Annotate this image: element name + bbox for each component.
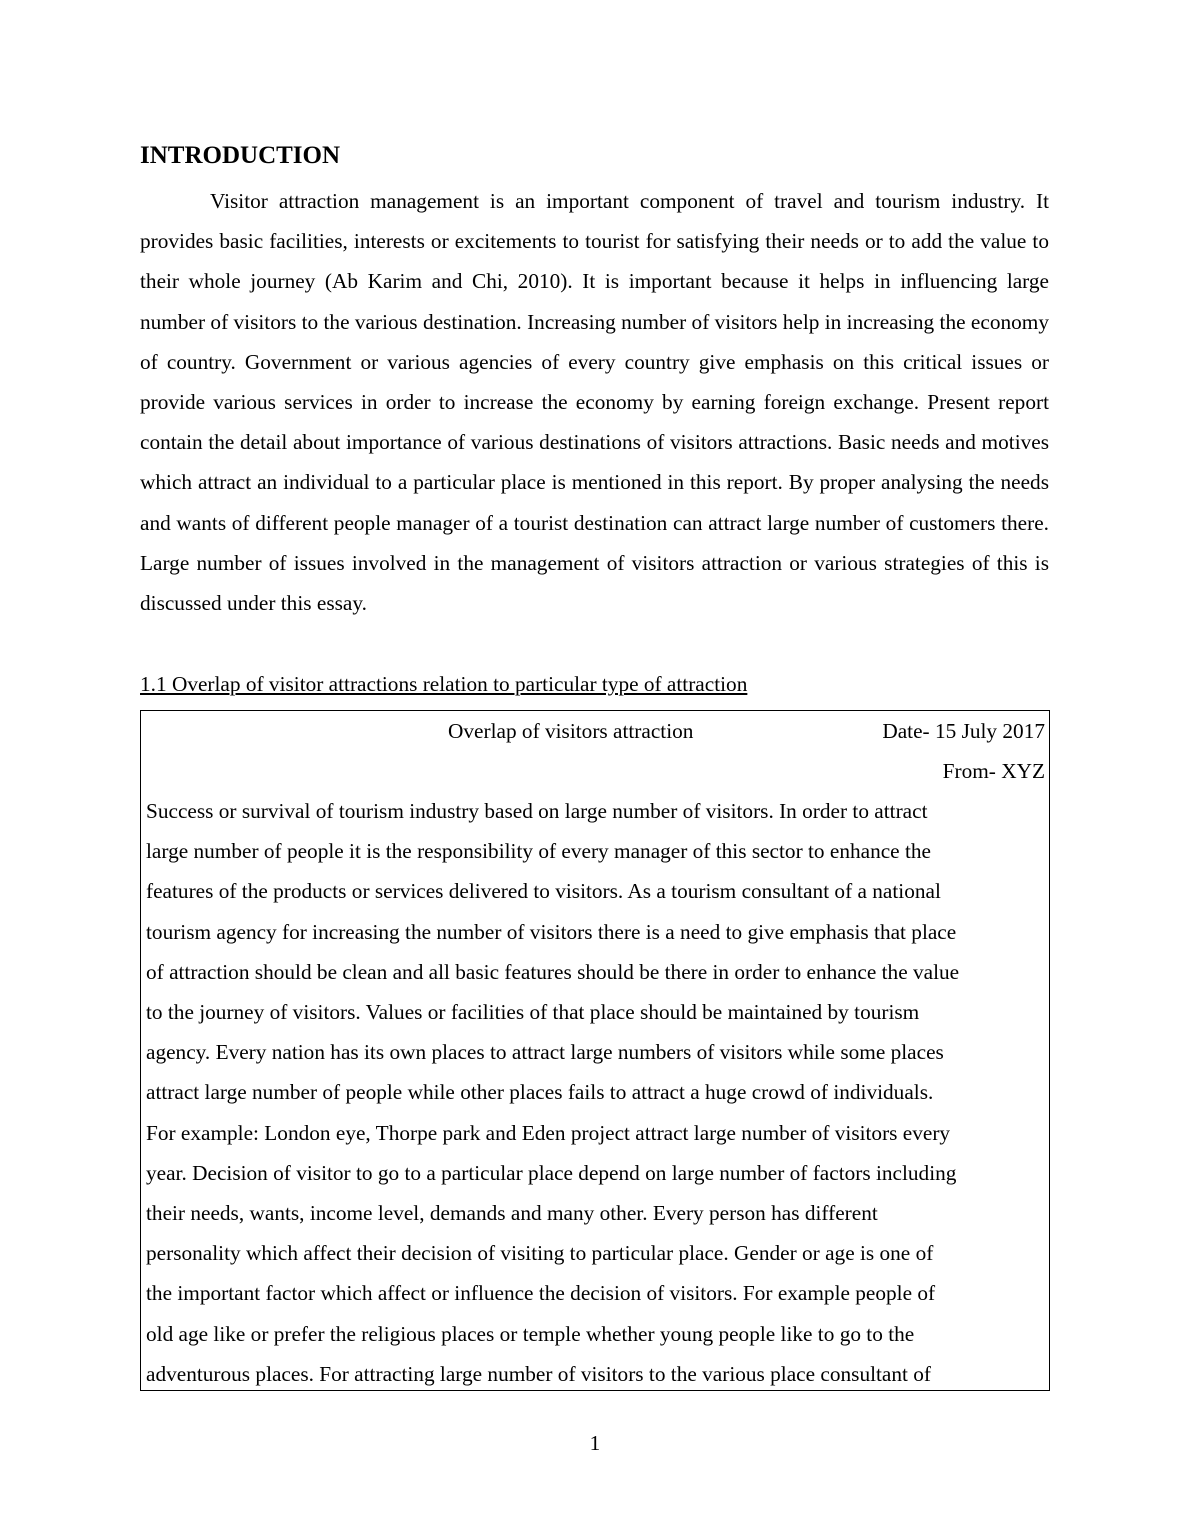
page-number: 1 [589,1431,601,1455]
memo-line: Success or survival of tourism industry based on large number of visitors. In order to attract [146,799,928,823]
memo-line: of attraction should be clean and all basic features should be there in order to enhance the value [146,959,960,984]
memo-date: Date- 15 July 2017 [882,719,1045,743]
memo-line: large number of people it is the responsibility of every manager of this sector to enhance the [146,839,931,864]
memo-title: Overlap of visitors attraction [448,719,694,743]
memo-line: to the journey of visitors. Values or facilities of that place should be maintained by tourism [146,1000,920,1025]
memo-box [140,710,1050,1391]
section-heading-introduction: INTRODUCTION [140,142,341,169]
memo-line: old age like or prefer the religious places or temple whether young people like to go to the [146,1321,915,1346]
memo-line: attract large number of people while other places fails to attract a huge crowd of individuals. [146,1080,934,1105]
memo-line: personality which affect their decision of visiting to particular place. Gender or age is one of [146,1241,934,1266]
memo-body [146,791,1044,1391]
intro-paragraph: Visitor attraction management is an important component of travel and tourism industry. It provides basic facilities, interests or excitements to tourist for satisfying their needs or to add the value to their whole journey (Ab Karim and Chi, 2010). It is important because it helps in influencing large number of visitors to the various destination. Increasing number of visitors help in increasing the economy of country. Government or various agencies of every country give emphasis on this critical issues or provide various services in order to increase the economy by earning foreign exchange. Present report contain the detail about importance of various destinations of visitors attractions. Basic needs and motives which attract an individual to a particular place is mentioned in this report. By proper analysing the needs and wants of different people manager of a tourist destination can attract large number of customers there. Large number of issues involved in the management of visitors attraction or various strategies of this is discussed under this essay. [140,189,1049,616]
memo-line: year. Decision of visitor to go to a particular place depend on large number of factors including [146,1160,957,1185]
memo-line: their needs, wants, income level, demands and many other. Every person has different [146,1201,878,1226]
memo-line: adventurous places. For attracting large number of visitors to the various place consultant of [146,1361,932,1386]
memo-line: tourism agency for increasing the number of visitors there is a need to give emphasis that place [146,919,957,944]
memo-line: For example: London eye, Thorpe park and Eden project attract large number of visitors every [146,1120,951,1145]
subheading-overlap: 1.1 Overlap of visitor attractions relation to particular type of attraction [140,672,748,696]
memo-line: agency. Every nation has its own places to attract large numbers of visitors while some places [146,1040,944,1065]
memo-line: features of the products or services delivered to visitors. As a tourism consultant of a national [146,879,941,904]
memo-from: From- XYZ [942,759,1045,783]
memo-line: the important factor which affect or influence the decision of visitors. For example people of [146,1281,936,1306]
